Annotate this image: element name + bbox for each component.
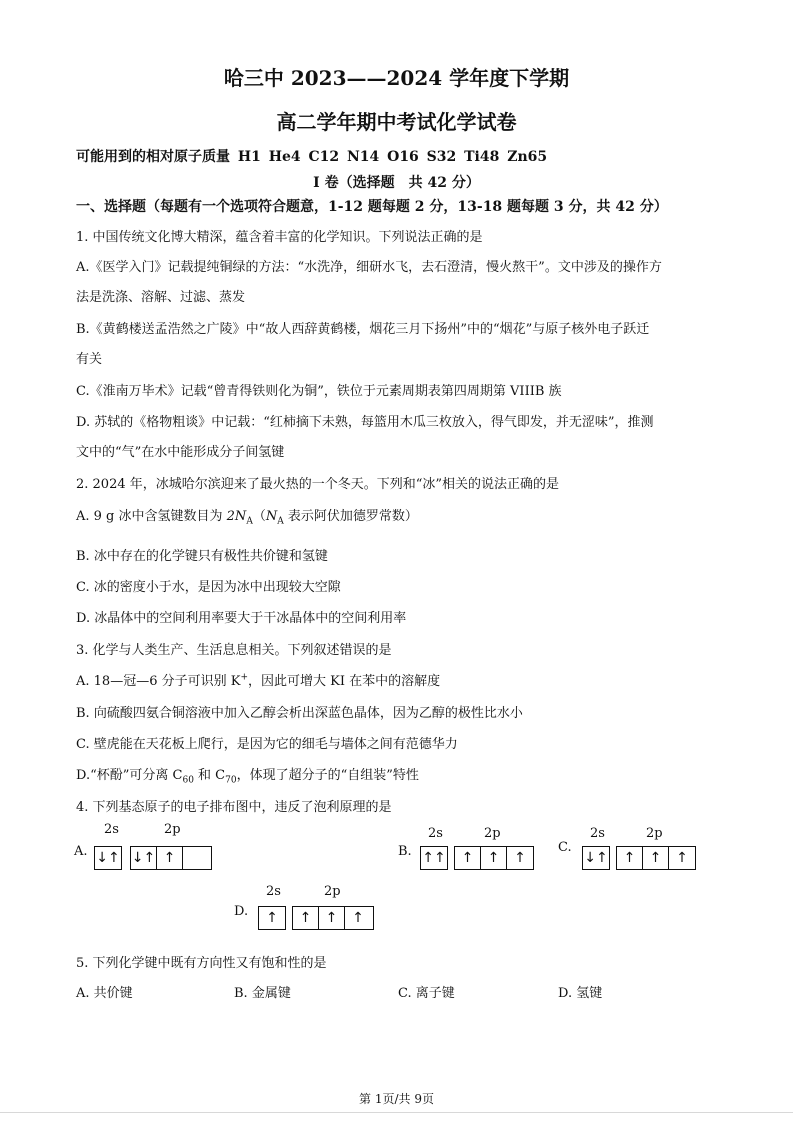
q3-option-b: B. 向硫酸四氨合铜溶液中加入乙醇会析出深蓝色晶体，因为乙醇的极性比水小 — [76, 706, 523, 721]
exam-title-line1: 哈三中 2023——2024 学年度下学期 — [223, 66, 570, 90]
q5-stem: 5. 下列化学键中既有方向性又有饱和性的是 — [76, 956, 327, 971]
q4-option-a-letter: A. — [74, 844, 88, 859]
orbital-cell — [183, 847, 209, 869]
q1-option-a-line1: A.《医学入门》记载提纯铜绿的方法：“水洗净，细研水飞，去石澄清，慢火熬干”。文中涉及的操作方 — [76, 260, 662, 275]
orbital-2p — [454, 846, 534, 870]
exam-title-line2: 高二学年期中考试化学试卷 — [276, 110, 517, 134]
page-number: 第 1页/共 9页 — [359, 1092, 434, 1106]
orbital-2s — [258, 906, 286, 930]
orbital-cell: ↓↑ — [584, 850, 608, 866]
label-2p: 2p — [484, 826, 501, 841]
orbital-cell: ↑ — [481, 847, 507, 869]
footer-divider — [0, 1112, 793, 1113]
orbital-cell: ↑ — [293, 907, 319, 929]
q1-stem: 1. 中国传统文化博大精深，蕴含着丰富的化学知识。下列说法正确的是 — [76, 230, 483, 245]
c60-subscript: 60 — [182, 775, 194, 786]
orbital-2s — [420, 846, 448, 870]
orbital-cell: ↑ — [319, 907, 345, 929]
orbital-cell: ↑ — [643, 847, 669, 869]
paren-open: （ — [252, 509, 266, 524]
q4-stem: 4. 下列基态原子的电子排布图中，违反了泡利原理的是 — [76, 800, 392, 815]
q5-option-a: A. 共价键 — [76, 986, 133, 1001]
orbital-2p — [616, 846, 696, 870]
label-2p: 2p — [164, 822, 181, 837]
q5-option-d: D. 氢键 — [558, 986, 603, 1001]
q3-option-d-rest: ，体现了超分子的“自组装”特性 — [236, 768, 419, 783]
q3-option-d-mid: 和 C — [193, 768, 226, 783]
orbital-cell: ↑ — [676, 850, 688, 866]
q3-option-c: C. 壁虎能在天花板上爬行，是因为它的细毛与墙体之间有范德华力 — [76, 737, 458, 752]
q3-stem: 3. 化学与人类生产、生活息息相关。下列叙述错误的是 — [76, 643, 392, 658]
orbital-2p — [292, 906, 374, 930]
label-2s: 2s — [428, 826, 443, 841]
orbital-cell: ↑ — [617, 847, 643, 869]
orbital-cell: ↓↑ — [96, 850, 120, 866]
q4-option-c-letter: C. — [558, 840, 572, 855]
orbital-cell: ↑ — [455, 847, 481, 869]
q5-option-c: C. 离子键 — [398, 986, 455, 1001]
q1-option-d-line2: 文中的“气”在水中能形成分子间氢键 — [76, 445, 285, 460]
q2-option-a-note: 表示阿伏加德罗常数） — [283, 509, 418, 524]
q2-option-a-text: A. 9 g 冰中含氢键数目为 — [76, 509, 227, 524]
orbital-cell: ↑ — [514, 850, 526, 866]
q1-option-b-line2: 有关 — [76, 352, 103, 367]
q1-option-b-line1: B.《黄鹤楼送孟浩然之广陵》中“故人西辞黄鹤楼，烟花三月下扬州”中的“烟花”与原子核外电子跃迁 — [76, 322, 650, 337]
q3-option-d — [76, 764, 419, 786]
q2-option-a — [76, 505, 418, 527]
orbital-cell: ↓↑ — [131, 847, 157, 869]
orbital-cell: ↑ — [352, 910, 364, 926]
q4-option-d-letter: D. — [234, 904, 249, 919]
avogadro-symbol-2: N — [265, 509, 278, 524]
label-2s: 2s — [104, 822, 119, 837]
q4-option-b-letter: B. — [398, 844, 412, 859]
c70-subscript: 70 — [225, 775, 237, 786]
orbital-cell: ↑ — [157, 847, 183, 869]
q1-option-c: C.《淮南万毕术》记载“曾青得铁则化为铜”，铁位于元素周期表第四周期第 VIIIB 族 — [76, 384, 562, 399]
orbital-2p — [130, 846, 212, 870]
avogadro-subscript-2: A — [277, 516, 284, 527]
q1-option-a-line2: 法是洗涤、溶解、过滤、蒸发 — [76, 290, 246, 305]
section-heading: 一、选择题（每题有一个选项符合题意，1-12 题每题 2 分，13-18 题每题 3 分，共 42 分） — [76, 199, 668, 215]
q3-option-d-text: D.“杯酚”可分离 C — [76, 768, 183, 783]
q2-option-d: D. 冰晶体中的空间利用率要大于干冰晶体中的空间利用率 — [76, 611, 407, 626]
volume-heading: I 卷（选择题 共 42 分） — [313, 175, 480, 191]
q3-option-a-text: A. 18—冠—6 分子可识别 K — [76, 674, 241, 689]
q5-option-b: B. 金属键 — [234, 986, 291, 1001]
q2-option-b: B. 冰中存在的化学键只有极性共价键和氢键 — [76, 549, 328, 564]
potassium-charge: + — [240, 672, 248, 683]
q3-option-a — [76, 670, 440, 689]
label-2p: 2p — [646, 826, 663, 841]
q3-option-a-rest: ，因此可增大 KI 在苯中的溶解度 — [248, 674, 441, 689]
orbital-2s — [94, 846, 122, 870]
orbital-cell: ↑ — [266, 910, 278, 926]
atomic-masses: 可能用到的相对原子质量 H1 He4 C12 N14 O16 S32 Ti48 Zn65 — [76, 149, 548, 165]
orbital-cell: ↑↑ — [422, 850, 446, 866]
orbital-2s — [582, 846, 610, 870]
avogadro-subscript: A — [246, 516, 253, 527]
label-2p: 2p — [324, 884, 341, 899]
avogadro-symbol: 2N — [226, 509, 247, 524]
q1-option-d-line1: D. 苏轼的《格物粗谈》中记载：“红柿摘下未熟，每篮用木瓜三枚放入，得气即发，并无涩味”，推测 — [76, 415, 654, 430]
label-2s: 2s — [590, 826, 605, 841]
q2-stem: 2. 2024 年，冰城哈尔滨迎来了最火热的一个冬天。下列和“冰”相关的说法正确的是 — [76, 477, 560, 492]
label-2s: 2s — [266, 884, 281, 899]
q2-option-c: C. 冰的密度小于水，是因为冰中出现较大空隙 — [76, 580, 341, 595]
